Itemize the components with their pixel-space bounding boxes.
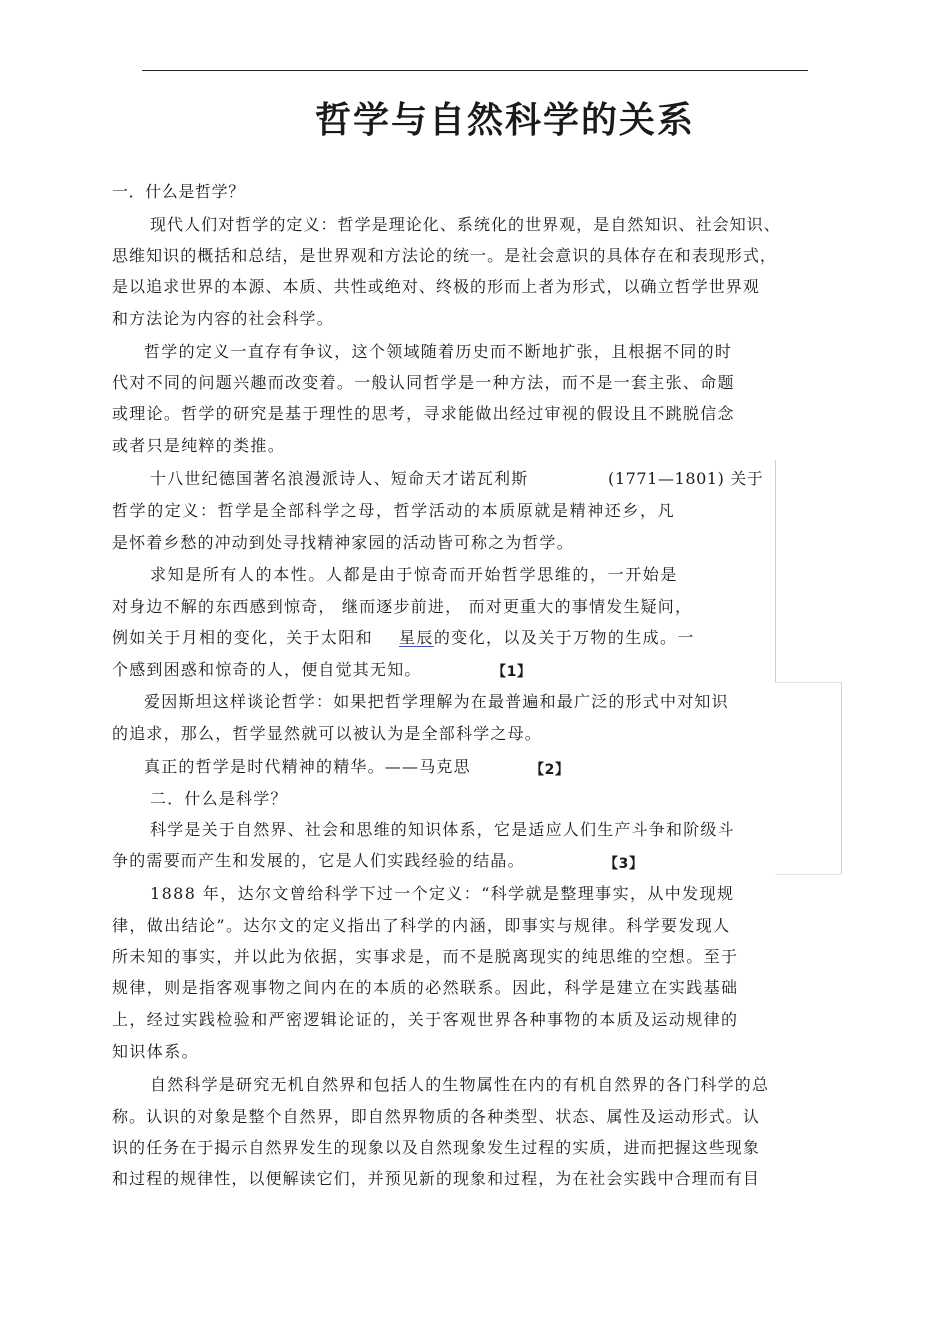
paragraph-line: 十八世纪德国著名浪漫派诗人、短命天才诺瓦利斯 [150, 469, 529, 488]
paragraph-line: 真正的哲学是时代精神的精华。——马克思 [144, 757, 471, 776]
paragraph-line: 1888 年，达尔文曾给科学下过一个定义：“科学就是整理事实，从中发现规 [150, 884, 735, 903]
paragraph-line: 和方法论为内容的社会科学。 [112, 309, 334, 328]
paragraph-line: 代对不同的问题兴趣而改变着。一般认同哲学是一种方法，而不是一套主张、命题 [112, 373, 735, 392]
paragraph-line: 的追求，那么，哲学显然就可以被认为是全部科学之母。 [112, 724, 543, 743]
paragraph-line: 律，做出结论”。达尔文的定义指出了科学的内涵，即事实与规律。科学要发现人 [112, 916, 731, 935]
section-heading-science: 二．什么是科学？ [150, 789, 288, 808]
paragraph-line: 上，经过实践检验和严密逻辑论证的，关于客观世界各种事物的本质及运动规律的 [112, 1010, 739, 1029]
paragraph-line: 或者只是纯粹的类推。 [112, 436, 286, 455]
paragraph-line: 是怀着乡愁的冲动到处寻找精神家园的活动皆可称之为哲学。 [112, 533, 574, 552]
paragraph-line: 对身边不解的东西感到惊奇， 继而逐步前进， 而对更重大的事情发生疑问， [112, 597, 693, 616]
text-box-border-right [775, 460, 776, 682]
text-span: 例如关于月相的变化，关于太阳和 [112, 628, 374, 647]
paragraph-line: 是以追求世界的本源、本质、共性或绝对、终极的形而上者为形式，以确立哲学世界观 [112, 277, 760, 296]
paragraph-line: 所未知的事实，并以此为依据，实事求是，而不是脱离现实的纯思维的空想。至于 [112, 947, 739, 966]
paragraph-line: 称。认识的对象是整个自然界，即自然界物质的各种类型、状态、属性及运动形式。认 [112, 1107, 760, 1126]
text-box-border-top [775, 682, 841, 683]
paragraph-line: 求知是所有人的本性。人都是由于惊奇而开始哲学思维的，一开始是 [150, 565, 679, 584]
text-box-border-bottom [775, 874, 841, 875]
paragraph-line: 哲学的定义：哲学是全部科学之母，哲学活动的本质原就是精神还乡，凡 [112, 501, 676, 520]
section-heading-philosophy: 一．什么是哲学？ [112, 182, 245, 201]
text-box-border-right-2 [841, 682, 842, 874]
paragraph-line: 哲学的定义一直存有争议，这个领域随着历史而不断地扩张，且根据不同的时 [144, 342, 733, 361]
paragraph-line: 识的任务在于揭示自然界发生的现象以及自然现象发生过程的实质，进而把握这些现象 [112, 1138, 760, 1157]
paragraph-line: 争的需要而产生和发展的，它是人们实践经验的结晶。 [112, 851, 525, 870]
document-title: 哲学与自然科学的关系 [314, 100, 695, 141]
paragraph-line: 现代人们对哲学的定义：哲学是理论化、系统化的世界观，是自然知识、社会知识、 [150, 215, 781, 234]
paragraph-line-date: (1771—1801) 关于 [608, 469, 764, 488]
footnote-ref: 【3】 [604, 856, 644, 872]
footnote-ref: 【1】 [492, 664, 532, 680]
paragraph-line: 知识体系。 [112, 1042, 200, 1061]
header-rule [142, 70, 808, 71]
paragraph-line: 自然科学是研究无机自然界和包括人的生物属性在内的有机自然界的各门科学的总 [150, 1075, 770, 1094]
footnote-ref: 【2】 [530, 762, 570, 778]
paragraph-line: 规律，则是指客观事物之间内在的本质的必然联系。因此，科学是建立在实践基础 [112, 978, 739, 997]
paragraph-line: 思维知识的概括和总结，是世界观和方法论的统一。是社会意识的具体存在和表现形式， [112, 246, 777, 265]
underlined-word: 星辰 [399, 628, 434, 647]
paragraph-line: 爱因斯坦这样谈论哲学：如果把哲学理解为在最普遍和最广泛的形式中对知识 [144, 692, 729, 711]
text-span: 的变化，以及关于万物的生成。一 [433, 628, 695, 647]
paragraph-line: 或理论。哲学的研究是基于理性的思考，寻求能做出经过审视的假设且不跳脱信念 [112, 404, 735, 423]
paragraph-line: 个感到困惑和惊奇的人，便自觉其无知。 [112, 660, 422, 679]
paragraph-line: 科学是关于自然界、社会和思维的知识体系，它是适应人们生产斗争和阶级斗 [150, 820, 735, 839]
paragraph-line: 和过程的规律性，以便解读它们，并预见新的现象和过程，为在社会实践中合理而有目 [112, 1169, 760, 1188]
paragraph-line [112, 627, 695, 649]
